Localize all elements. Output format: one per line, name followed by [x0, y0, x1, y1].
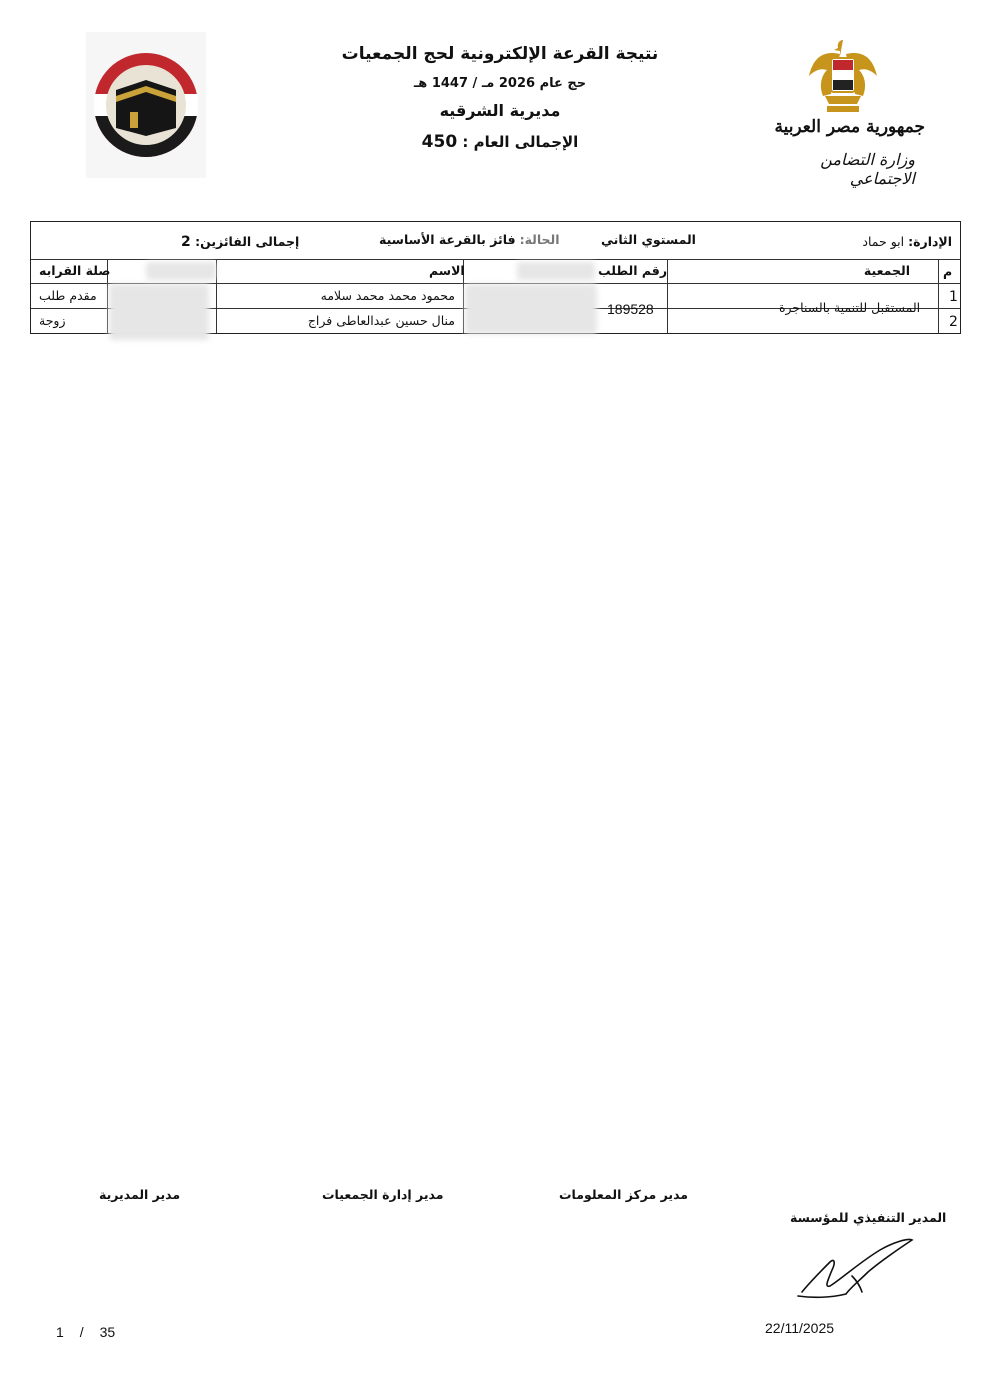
sig-executive-director: المدير التنفيذي للمؤسسة — [790, 1210, 947, 1225]
row-2-relation: زوجة — [39, 313, 66, 328]
page-current: 1 — [56, 1324, 64, 1340]
redacted-column — [109, 284, 209, 340]
handwritten-signature — [790, 1232, 920, 1308]
admin-field — [862, 234, 952, 249]
row-2-num: 2 — [949, 314, 958, 330]
admin-label: الإدارة: — [908, 234, 952, 249]
hajj-year: حج عام 2026 مـ / 1447 هـ — [413, 76, 587, 91]
page-number — [56, 1324, 115, 1340]
ministry-name: وزارة التضامن الاجتماعي — [820, 150, 915, 188]
admin-value: ابو حماد — [862, 234, 905, 249]
winners-value: 2 — [181, 234, 191, 250]
header-association: الجمعية — [863, 263, 910, 278]
status-label: الحالة: — [519, 232, 560, 247]
republic-name: جمهورية مصر العربية — [774, 117, 925, 137]
status-field — [379, 232, 560, 247]
grand-total — [300, 132, 700, 152]
association-name: المستقبل للتنمية بالسناجرة — [779, 300, 921, 315]
status-value: فائز بالقرعة الأساسية — [379, 232, 516, 247]
header-num: م — [943, 264, 953, 279]
redacted-national-id — [465, 284, 597, 334]
grand-total-value: 450 — [421, 132, 458, 152]
level-text: المستوي الثاني — [601, 232, 696, 247]
eagle-icon — [755, 36, 925, 116]
hajj-logo — [86, 32, 206, 178]
winners-field — [181, 234, 299, 250]
page-separator: / — [79, 1324, 84, 1340]
page-total: 35 — [99, 1324, 116, 1340]
directorate-name: مديرية الشرقيه — [439, 101, 561, 120]
row-1-num: 1 — [949, 289, 958, 305]
header-request-no: رقم الطلب — [598, 263, 668, 278]
row-1-name: محمود محمد محمد سلامه — [320, 288, 455, 303]
redacted-header — [517, 262, 595, 280]
row-1-relation: مقدم طلب — [39, 288, 97, 303]
print-date: 22/11/2025 — [765, 1320, 835, 1336]
request-number: 189528 — [607, 301, 654, 317]
sig-directorate-manager: مدير المديرية — [99, 1187, 181, 1202]
sig-info-center-manager: مدير مركز المعلومات — [559, 1187, 689, 1202]
row-2-name: منال حسين عبدالعاطى فراج — [307, 313, 455, 328]
kaaba-icon — [86, 32, 206, 178]
document-title: نتيجة القرعة الإلكترونية لحج الجمعيات — [341, 44, 659, 64]
header-name: الاسم — [429, 263, 465, 278]
winners-label: إجمالى الفائزين: — [195, 234, 300, 249]
results-table — [30, 221, 961, 334]
header-relation: صلة القرابه — [39, 263, 111, 278]
sig-associations-manager: مدير إدارة الجمعيات — [322, 1187, 444, 1202]
redacted-header — [146, 262, 216, 280]
grand-total-label: الإجمالى العام : — [462, 133, 579, 151]
